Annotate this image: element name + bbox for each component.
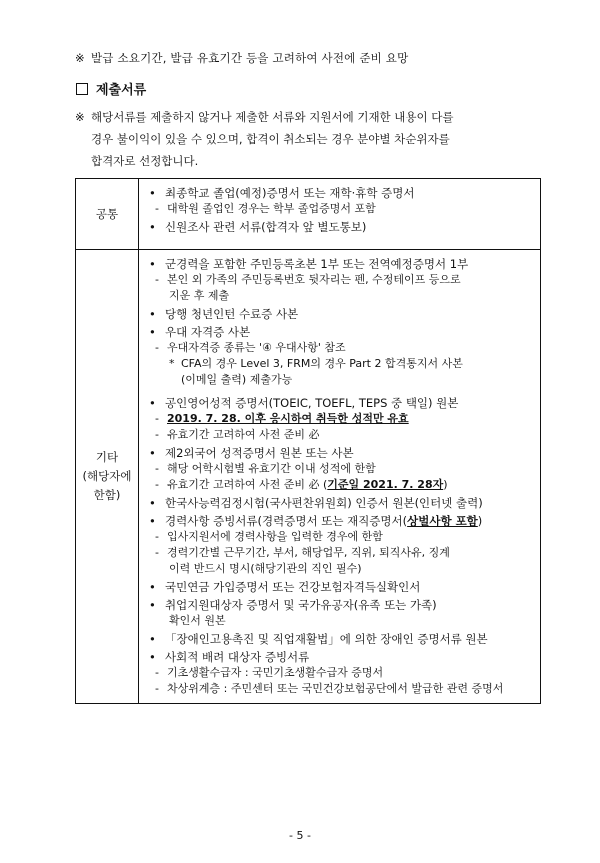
dash-icon: -: [155, 462, 159, 475]
bullet-item: [149, 579, 532, 595]
section-heading: [76, 79, 146, 98]
bullet-item: [149, 597, 532, 613]
bullet-icon: •: [149, 257, 156, 271]
item-text: 기초생활수급자 : 국민기초생활수급자 증명서: [167, 666, 384, 679]
asterisk-icon: *: [169, 357, 175, 370]
page-number: - 5 -: [289, 829, 311, 842]
item-text: 차상위계층 : 주민센터 또는 국민건강보험공단에서 발급한 관련 증명서: [167, 682, 504, 695]
warning-line-1: ※ 해당서류를 제출하지 않거나 제출한 서류와 지원서에 기재한 내용이 다를: [75, 106, 545, 128]
item-text: [167, 477, 532, 493]
bullet-icon: •: [149, 446, 156, 460]
sub-item: [149, 411, 532, 427]
item-text: 확인서 원본: [169, 614, 226, 627]
continuation-line: [149, 288, 532, 304]
dash-icon: -: [155, 412, 159, 425]
dash-icon: -: [155, 202, 159, 215]
item-text: [167, 411, 532, 427]
item-text: 취업지원대상자 증명서 및 국가유공자(유족 또는 가족): [165, 598, 437, 612]
dash-icon: -: [155, 341, 159, 354]
item-text: 공인영어성적 증명서(TOEIC, TOEFL, TEPS 중 택일) 원본: [165, 396, 459, 410]
table-row-common: [76, 179, 541, 250]
sub-item: [149, 545, 532, 561]
item-text: 대학원 졸업인 경우는 학부 졸업증명서 포함: [167, 202, 376, 215]
category-cell-other: [76, 250, 139, 704]
note-mark: ※: [75, 110, 85, 124]
bullet-icon: •: [149, 496, 156, 510]
item-text-part: ): [443, 478, 448, 491]
item-text-part: 경력사항 증빙서류(경력증명서 또는 재직증명서(: [165, 514, 408, 528]
continuation-line: [149, 561, 532, 577]
bullet-item: [149, 495, 532, 511]
warning-line-2: 경우 불이익이 있을 수 있으며, 합격이 취소되는 경우 분야별 차순위자를: [91, 132, 450, 146]
footnote-item: [149, 356, 532, 372]
bullet-item: [149, 256, 532, 272]
section-title: 제출서류: [96, 83, 147, 98]
dash-icon: -: [155, 546, 159, 559]
items-cell-common: [139, 179, 541, 250]
bullet-item: [149, 185, 532, 201]
category-label-line: 기타: [95, 450, 119, 464]
emphasized-text: 2019. 7. 28. 이후 응시하여 취득한 성적만 유효: [167, 412, 409, 425]
item-text: 한국사능력검정시험(국사편찬위원회) 인증서 원본(인터넷 출력): [165, 496, 483, 510]
item-text: 우대 자격증 사본: [165, 325, 251, 339]
bullet-item: [149, 513, 532, 529]
bullet-icon: •: [149, 186, 156, 200]
sub-item: [149, 201, 532, 217]
item-text: 이력 반드시 명시(해당기관의 직인 필수): [169, 562, 362, 575]
dash-icon: -: [155, 682, 159, 695]
item-text: 신원조사 관련 서류(합격자 앞 별도통보): [165, 220, 367, 234]
dash-icon: -: [155, 273, 159, 286]
item-text: 해당 어학시험별 유효기간 이내 성적에 한함: [167, 462, 376, 475]
dash-icon: -: [155, 428, 159, 441]
item-text: 우대자격증 종류는 '④ 우대사항' 참조: [167, 341, 346, 354]
item-text: [165, 513, 532, 529]
bullet-icon: •: [149, 325, 156, 339]
warning-line-3: 합격자로 선정합니다.: [91, 154, 199, 168]
square-bullet-icon: [76, 83, 88, 95]
category-cell-common: 공통: [76, 179, 139, 250]
bullet-icon: •: [149, 220, 156, 234]
bullet-item: [149, 324, 532, 340]
item-text: 당행 청년인턴 수료증 사본: [165, 307, 299, 321]
bullet-icon: •: [149, 598, 156, 612]
preparation-note: [75, 50, 408, 66]
continuation-line: [149, 613, 532, 629]
item-text: 본인 외 가족의 주민등록번호 뒷자리는 펜, 수정테이프 등으로: [167, 273, 461, 286]
bullet-icon: •: [149, 396, 156, 410]
sub-item: [149, 272, 532, 288]
item-text: 경력기간별 근무기간, 부서, 해당업무, 직위, 퇴직사유, 징계: [167, 546, 450, 559]
item-text: 유효기간 고려하여 사전 준비 必: [167, 428, 320, 441]
items-cell-other: [139, 250, 541, 704]
sub-item: [149, 529, 532, 545]
emphasized-text: 상벌사항 포함: [407, 514, 478, 528]
item-text: CFA의 경우 Level 3, FRM의 경우 Part 2 합격통지서 사본: [181, 357, 463, 370]
bullet-item: [149, 395, 532, 411]
item-text: 최종학교 졸업(예정)증명서 또는 재학·휴학 증명서: [165, 186, 415, 200]
bullet-item: [149, 306, 532, 322]
bullet-icon: •: [149, 514, 156, 528]
table-row-other: [76, 250, 541, 704]
sub-item: [149, 681, 532, 697]
bullet-icon: •: [149, 307, 156, 321]
sub-item: [149, 340, 532, 356]
item-text: 입사지원서에 경력사항을 입력한 경우에 한함: [167, 530, 383, 543]
category-label-line: 한함): [93, 488, 121, 502]
item-text: 군경력을 포함한 주민등록초본 1부 또는 전역예정증명서 1부: [165, 257, 469, 271]
dash-icon: -: [155, 530, 159, 543]
continuation-line: [149, 372, 532, 388]
bullet-item: [149, 631, 532, 647]
item-text: 국민연금 가입증명서 또는 건강보험자격득실확인서: [165, 580, 421, 594]
bullet-icon: •: [149, 580, 156, 594]
sub-item: [149, 477, 532, 493]
category-label-line: (해당자에: [82, 469, 132, 483]
bullet-icon: •: [149, 650, 156, 664]
dash-icon: -: [155, 478, 159, 491]
emphasized-text: 기준일 2021. 7. 28자: [327, 478, 444, 491]
submission-warning: [75, 106, 545, 172]
item-text: 사회적 배려 대상자 증빙서류: [165, 650, 310, 664]
spacer: [149, 388, 532, 393]
note-mark: ※: [75, 51, 85, 65]
sub-item: [149, 665, 532, 681]
sub-item: [149, 427, 532, 443]
item-text-part: ): [477, 514, 483, 528]
item-text: 제2외국어 성적증명서 원본 또는 사본: [165, 446, 354, 460]
preparation-note-text: 발급 소요기간, 발급 유효기간 등을 고려하여 사전에 준비 요망: [91, 51, 409, 65]
dash-icon: -: [155, 666, 159, 679]
bullet-item: [149, 219, 532, 235]
bullet-item: [149, 649, 532, 665]
documents-table: [75, 178, 541, 704]
item-text: 지운 후 제출: [169, 289, 230, 302]
bullet-item: [149, 445, 532, 461]
item-text-part: 유효기간 고려하여 사전 준비 必 (: [167, 478, 328, 491]
item-text: (이메일 출력) 제출가능: [181, 373, 293, 386]
sub-item: [149, 461, 532, 477]
bullet-icon: •: [149, 632, 156, 646]
item-text: 「장애인고용촉진 및 직업재활법」에 의한 장애인 증명서류 원본: [165, 632, 488, 646]
